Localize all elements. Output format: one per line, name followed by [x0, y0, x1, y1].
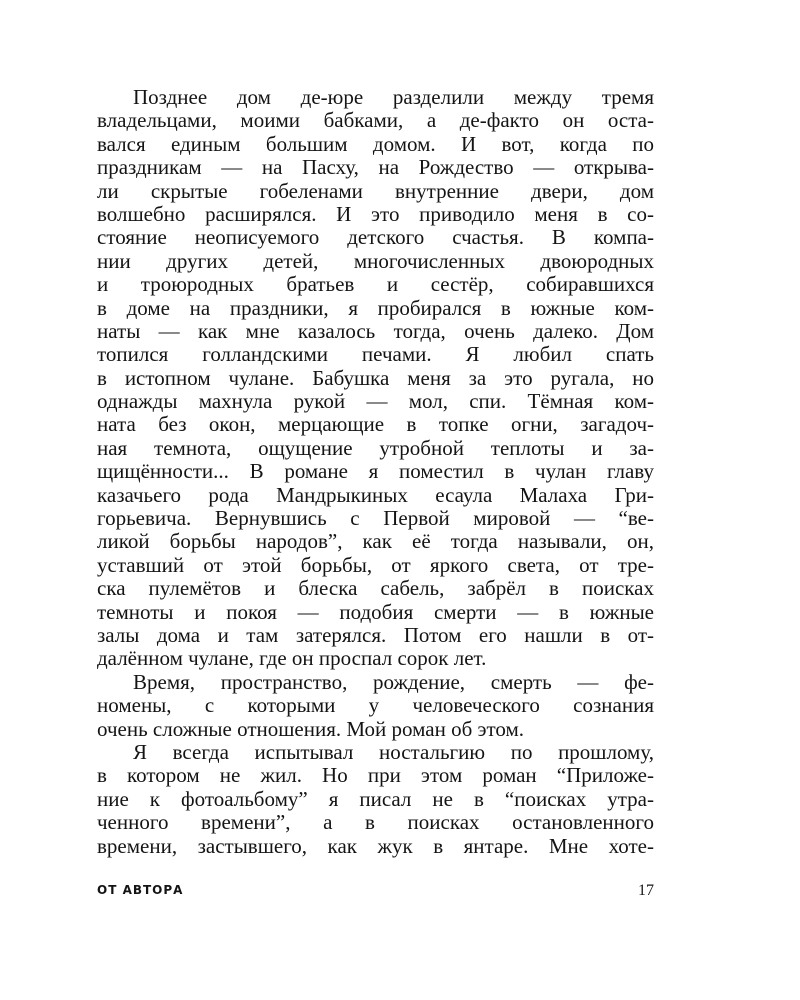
text-line: очень сложные отношения. Мой роман об этом. [97, 716, 525, 741]
running-footer-title: ОТ АВТОРА [97, 883, 184, 897]
text-line: Время, пространство, рождение, смерть — фе- [133, 669, 654, 694]
paragraph [97, 741, 654, 858]
text-line: наты — как мне казалось тогда, очень далеко. Дом [97, 318, 654, 343]
text-line: нии других детей, многочисленных двоюродных [97, 248, 654, 273]
text-line: однажды махнула рукой — мол, спи. Тёмная ком- [97, 389, 654, 414]
text-line: далённом чулане, где он проспал сорок лет. [97, 646, 487, 671]
page-number: 17 [638, 882, 654, 899]
text-line: Я всегда испытывал ностальгию по прошлому, [133, 739, 654, 764]
text-line: уставший от этой борьбы, от яркого света, от тре- [97, 552, 654, 577]
text-line: ликой борьбы народов”, как её тогда называли, он, [97, 529, 654, 554]
text-line: в истопном чулане. Бабушка меня за это ругала, но [97, 365, 654, 390]
text-line: щищённости... В романе я поместил в чулан главу [97, 459, 654, 484]
text-line: темноты и покоя — подобия смерти — в южные [97, 599, 654, 624]
text-line: ченного времени”, а в поисках остановленного [97, 810, 654, 835]
text-line: и троюродных братьев и сестёр, собиравшихся [97, 272, 654, 297]
text-line: ли скрытые гобеленами внутренние двери, дом [97, 178, 654, 203]
text-line: в котором не жил. Но при этом роман “Приложе- [97, 763, 654, 788]
text-line: волшебно расширялся. И это приводило меня в со- [97, 201, 654, 226]
text-line: стояние неописуемого детского счастья. В компа- [97, 225, 654, 250]
text-line: владельцами, моими бабками, а де-факто он оста- [97, 108, 654, 133]
text-line: ние к фотоальбому” я писал не в “поисках утра- [97, 786, 654, 811]
text-line: Позднее дом де-юре разделили между тремя [133, 85, 654, 109]
body-text [97, 86, 654, 858]
text-line: ска пулемётов и блеска сабель, забрёл в поисках [97, 576, 654, 601]
text-line: в доме на праздники, я пробирался в южные ком- [97, 295, 654, 320]
text-line: номены, с которыми у человеческого сознания [97, 693, 654, 718]
text-line: времени, застывшего, как жук в янтаре. Мне хоте- [97, 833, 654, 858]
text-line: горьевича. Вернувшись с Первой мировой — “ве- [97, 506, 654, 531]
paragraph [97, 671, 654, 741]
text-line: залы дома и там затерялся. Потом его нашли в от- [97, 622, 654, 647]
text-line: праздникам — на Пасху, на Рождество — открыва- [97, 155, 654, 180]
text-line: ная темнота, ощущение утробной теплоты и за- [97, 435, 654, 460]
text-line: ната без окон, мерцающие в топке огни, загадоч- [97, 412, 654, 437]
text-line: казачьего рода Мандрыкиных есаула Малаха Гри- [97, 482, 654, 507]
paragraph [97, 86, 654, 671]
text-line: топился голландскими печами. Я любил спать [97, 342, 654, 367]
text-line: вался единым большим домом. И вот, когда по [97, 131, 654, 156]
